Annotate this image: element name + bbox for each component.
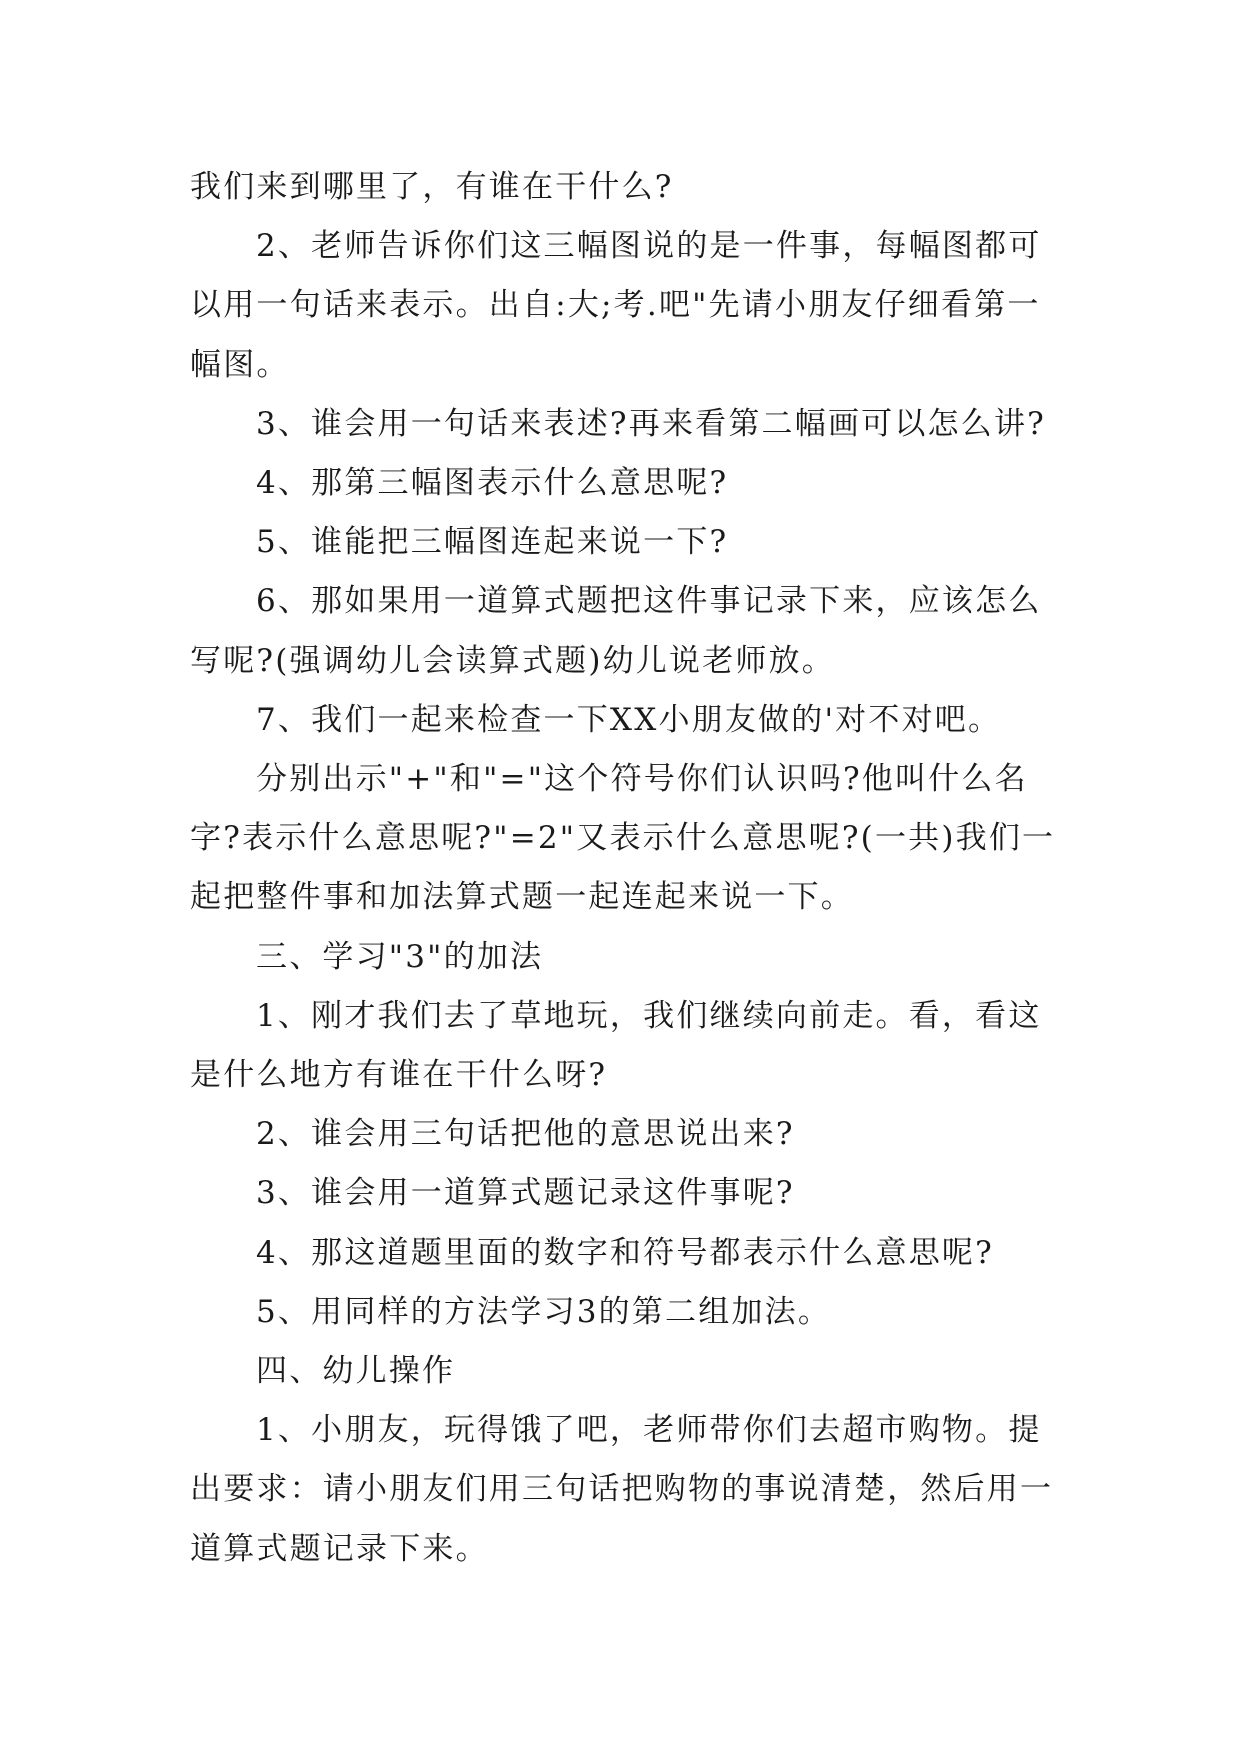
paragraph: 2、老师告诉你们这三幅图说的是一件事，每幅图都可以用一句话来表示。出自:大;考.吧"先请小朋友仔细看第一幅图。 bbox=[190, 228, 1042, 383]
paragraph: 3、谁会用一道算式题记录这件事呢? bbox=[256, 1175, 795, 1212]
paragraph: 1、刚才我们去了草地玩，我们继续向前走。看，看这是什么地方有谁在干什么呀? bbox=[190, 997, 1042, 1094]
document-body bbox=[190, 158, 1060, 1579]
paragraph: 5、谁能把三幅图连起来说一下? bbox=[256, 524, 729, 561]
paragraph: 4、那这道题里面的数字和符号都表示什么意思呢? bbox=[256, 1234, 994, 1271]
section-heading: 三、学习"3"的加法 bbox=[256, 938, 544, 975]
paragraph: 3、谁会用一句话来表述?再来看第二幅画可以怎么讲? bbox=[256, 405, 1046, 442]
section-heading: 四、幼儿操作 bbox=[256, 1353, 456, 1390]
paragraph: 分别出示"+"和"="这个符号你们认识吗?他叫什么名字?表示什么意思呢?"=2"又表示什么意思呢?(一共)我们一起把整件事和加法算式题一起连起来说一下。 bbox=[190, 761, 1056, 916]
paragraph: 2、谁会用三句话把他的意思说出来? bbox=[256, 1116, 795, 1153]
paragraph: 1、小朋友，玩得饿了吧，老师带你们去超市购物。提出要求：请小朋友们用三句话把购物的事说清楚，然后用一道算式题记录下来。 bbox=[190, 1412, 1054, 1567]
paragraph: 7、我们一起来检查一下XX小朋友做的'对不对吧。 bbox=[256, 701, 1002, 738]
paragraph: 6、那如果用一道算式题把这件事记录下来，应该怎么写呢?(强调幼儿会读算式题)幼儿说老师放。 bbox=[190, 583, 1042, 679]
paragraph: 4、那第三幅图表示什么意思呢? bbox=[256, 465, 729, 502]
paragraph: 我们来到哪里了，有谁在干什么? bbox=[190, 169, 674, 205]
paragraph: 5、用同样的方法学习3的第二组加法。 bbox=[256, 1293, 832, 1330]
